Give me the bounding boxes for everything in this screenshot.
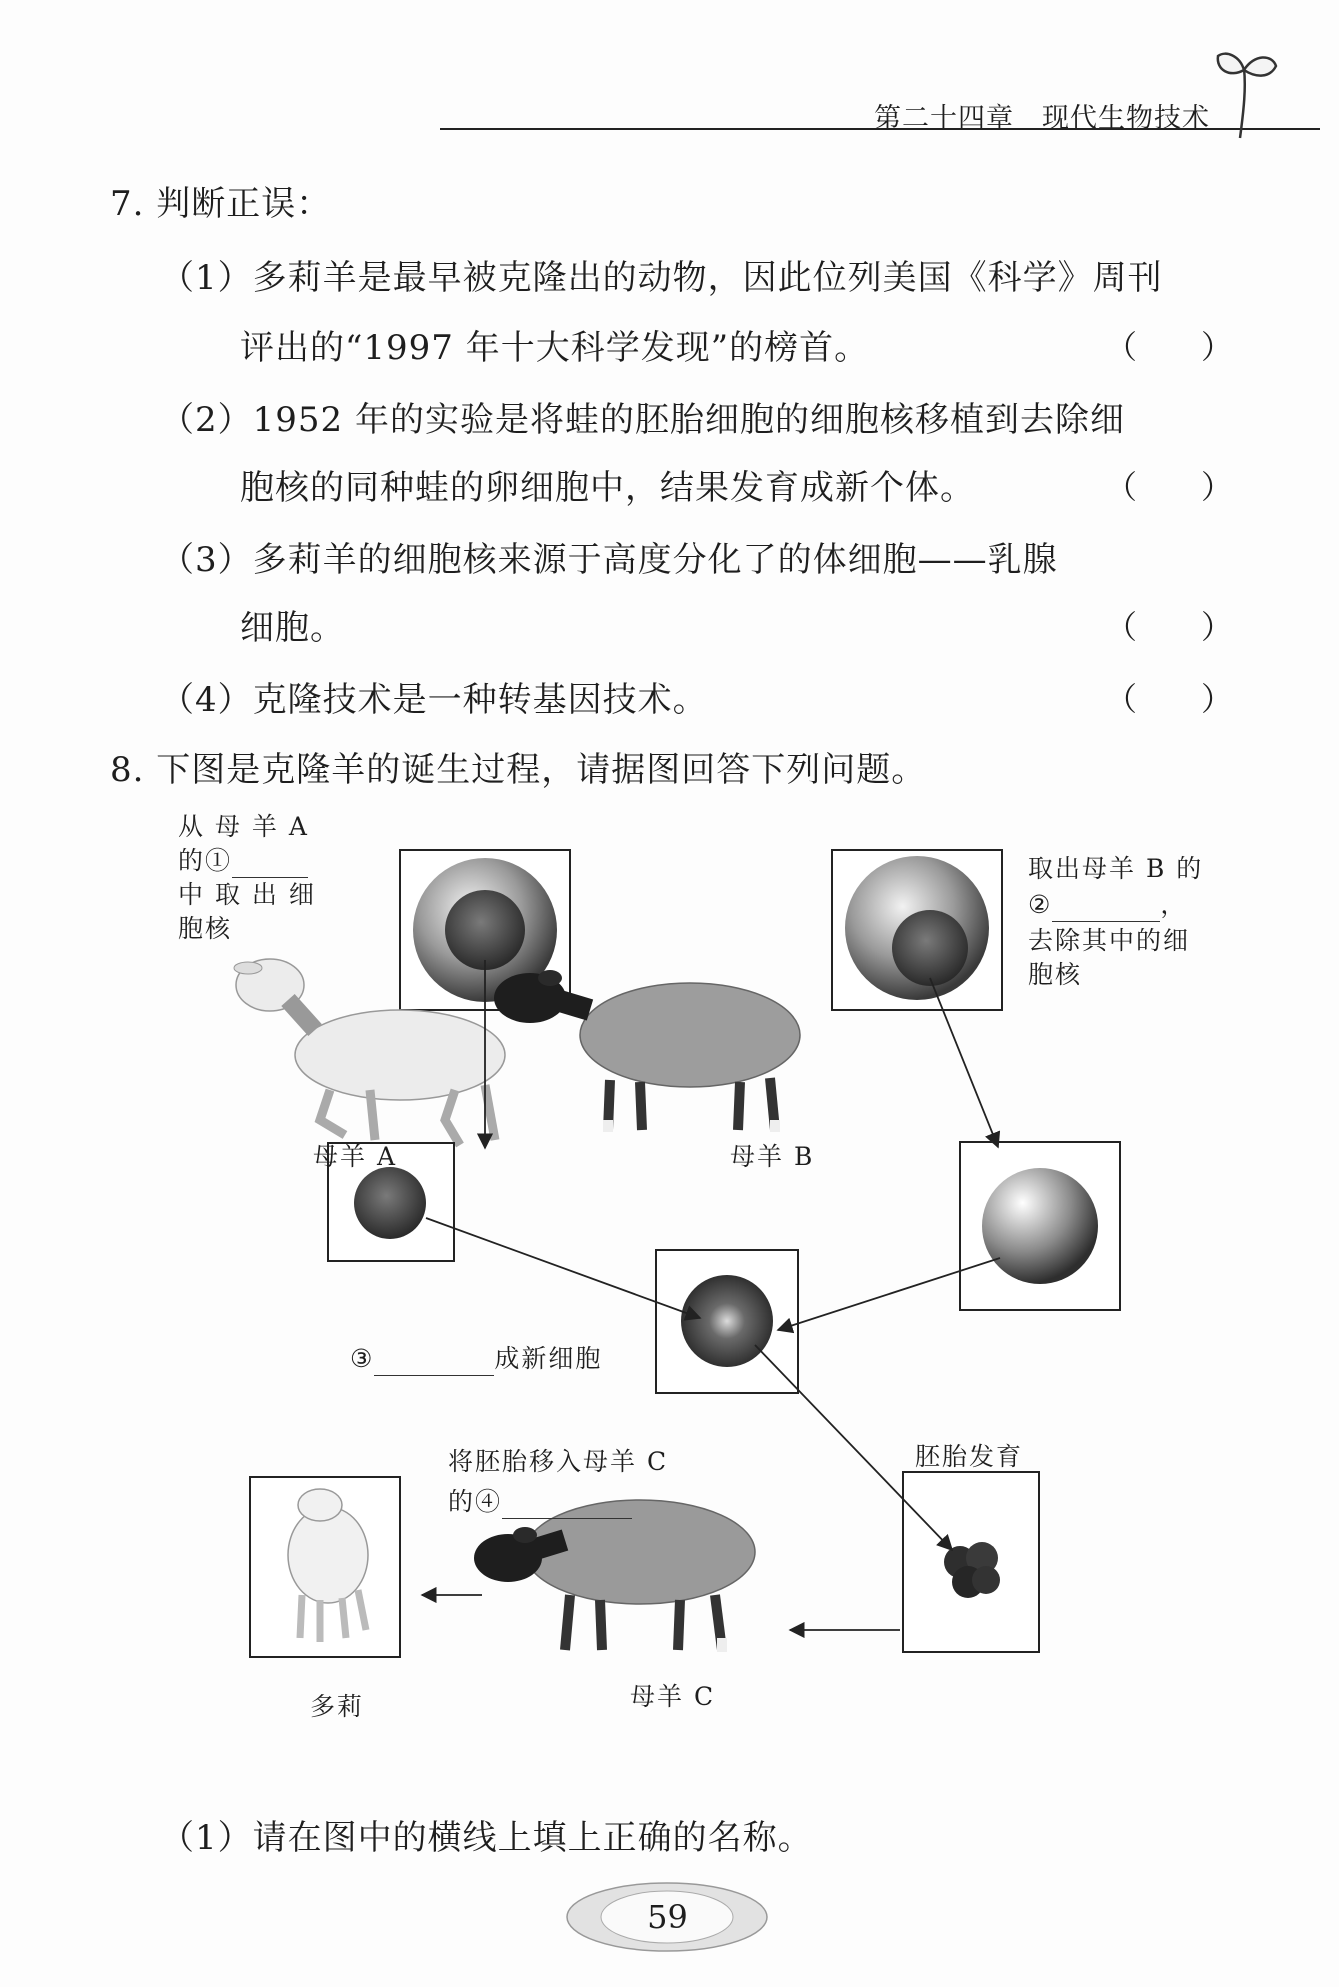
- q8-subquestion-1: （1）请在图中的横线上填上正确的名称。: [160, 1818, 813, 1858]
- question-7-title: 7. 判断正误：: [110, 184, 332, 224]
- q7-item-3-line1: （3）多莉羊的细胞核来源于高度分化了的体细胞——乳腺: [160, 540, 1058, 580]
- label-b-line2: ② ，: [1028, 888, 1187, 922]
- blank-1[interactable]: [232, 851, 308, 878]
- label-a-line1: 从 母 羊 A: [178, 812, 309, 841]
- egg-cell-nucleus: [892, 910, 968, 986]
- enucleated-egg: [982, 1168, 1098, 1284]
- label-embryo-development: 胚胎发育: [915, 1442, 1024, 1471]
- fused-cell: [681, 1275, 773, 1367]
- label-sheep-c: 母羊 C: [630, 1682, 716, 1711]
- label-b-line3: 去除其中的细: [1028, 926, 1191, 955]
- sheep-b-illustration: [494, 970, 800, 1132]
- q7-item-2-line1: （2）1952 年的实验是将蛙的胚胎细胞的细胞核移植到去除细: [160, 400, 1125, 440]
- q7-item-1-line1: （1）多莉羊是最早被克隆出的动物，因此位列美国《科学》周刊: [160, 258, 1163, 298]
- question-8-title: 8. 下图是克隆羊的诞生过程，请据图回答下列问题。: [110, 750, 927, 790]
- extracted-nucleus: [354, 1167, 426, 1239]
- header-rule: [440, 128, 1320, 130]
- q7-item-4-line1: （4）克隆技术是一种转基因技术。: [160, 680, 708, 720]
- blank-4[interactable]: [502, 1492, 632, 1519]
- label-a-line2: 的①: [178, 844, 308, 878]
- q7-item-2-answer-paren[interactable]: （ ）: [1105, 468, 1234, 506]
- blank-3[interactable]: [374, 1349, 494, 1376]
- page-number-badge: [565, 1880, 770, 1955]
- label-a-line3: 中 取 出 细: [178, 880, 316, 909]
- q7-item-1-answer-paren[interactable]: （ ）: [1105, 328, 1234, 366]
- sprout-icon: [1210, 48, 1280, 143]
- label-sheep-b: 母羊 B: [730, 1142, 815, 1171]
- cloning-diagram: [170, 800, 1204, 1780]
- diagram-graphics: [170, 800, 1170, 1780]
- label-b-line4: 胞核: [1028, 960, 1083, 989]
- label-a-line4: 胞核: [178, 914, 233, 943]
- q7-item-3-answer-paren[interactable]: （ ）: [1105, 608, 1234, 646]
- label-sheep-a: 母羊 A: [313, 1142, 398, 1171]
- q7-item-4-answer-paren[interactable]: （ ）: [1105, 680, 1234, 718]
- label-dolly: 多莉: [310, 1692, 365, 1721]
- sheep-c-illustration: [474, 1500, 755, 1652]
- blank-2[interactable]: [1052, 895, 1160, 922]
- q7-item-2-line2: 胞核的同种蛙的卵细胞中，结果发育成新个体。: [240, 468, 975, 508]
- chapter-title: 第二十四章 现代生物技术: [874, 103, 1210, 134]
- udder-cell-nucleus: [445, 890, 525, 970]
- page-header: [440, 90, 1320, 134]
- label-b-line1: 取出母羊 B 的: [1028, 854, 1204, 883]
- label-implant-line2: 的④: [448, 1485, 632, 1519]
- q7-item-1-line2: 评出的“1997 年十大科学发现”的榜首。: [240, 328, 870, 368]
- page-number: 59: [647, 1898, 688, 1936]
- label-fusion: ③ 成新细胞: [350, 1342, 602, 1376]
- q7-item-3-line2: 细胞。: [240, 608, 345, 648]
- label-implant-line1: 将胚胎移入母羊 C: [448, 1447, 669, 1476]
